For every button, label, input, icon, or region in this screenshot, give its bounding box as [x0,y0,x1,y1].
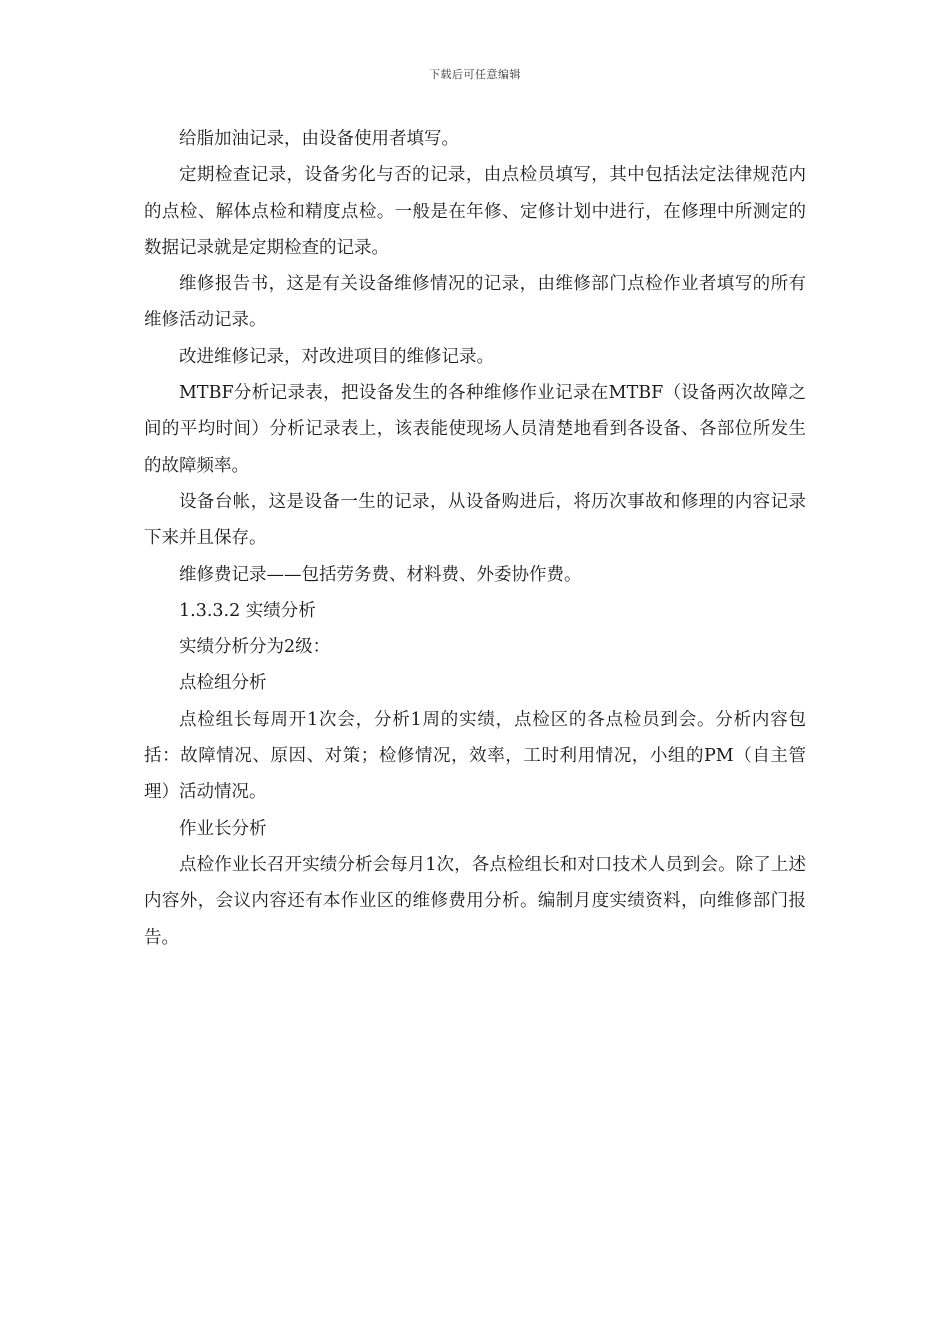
paragraph-grease-record: 给脂加油记录，由设备使用者填写。 [179,129,459,149]
paragraph-maintenance-cost: 维修费记录——包括劳务费、材料费、外委协作费。 [179,564,582,585]
page-header: 下载后可任意编辑 [429,68,521,81]
paragraph-equipment-ledger: 设备台帐，这是设备一生的记录，从设备购进后，将历次事故和修理的内容记录下来并且保存。 [144,491,806,549]
paragraph-group-analysis: 点检组长每周开1次会，分析1周的实绩，点检区的各点检员到会。分析内容包括：故障情况、原因、对策；检修情况，效率，工时利用情况，小组的PM（自主管理）活动情况。 [144,709,806,803]
subheading-foreman-analysis: 作业长分析 [179,818,267,839]
paragraph-periodic-inspection: 定期检查记录，设备劣化与否的记录，由点检员填写，其中包括法定法律规范内的点检、解体点检和精度点检。一般是在年修、定修计划中进行，在修理中所测定的数据记录就是定期检查的记录。 [144,165,806,258]
document-body [144,121,806,956]
paragraph-maintenance-report: 维修报告书，这是有关设备维修情况的记录，由维修部门点检作业者填写的所有维修活动记录。 [144,274,806,331]
paragraph-analysis-levels: 实绩分析分为2级： [179,637,331,658]
paragraph-improvement-record: 改进维修记录，对改进项目的维修记录。 [179,346,494,367]
subheading-group-analysis: 点检组分析 [179,673,267,694]
paragraph-mtbf-record: MTBF分析记录表，把设备发生的各种维修作业记录在MTBF（设备两次故障之间的平均时间）分析记录表上，该表能使现场人员清楚地看到各设备、各部位所发生的故障频率。 [144,383,806,476]
paragraph-foreman-analysis: 点检作业长召开实绩分析会每月1次，各点检组长和对口技术人员到会。除了上述内容外，会议内容还有本作业区的维修费用分析。编制月度实绩资料，向维修部门报告。 [144,854,806,948]
section-heading: 1.3.3.2 实绩分析 [179,600,316,621]
